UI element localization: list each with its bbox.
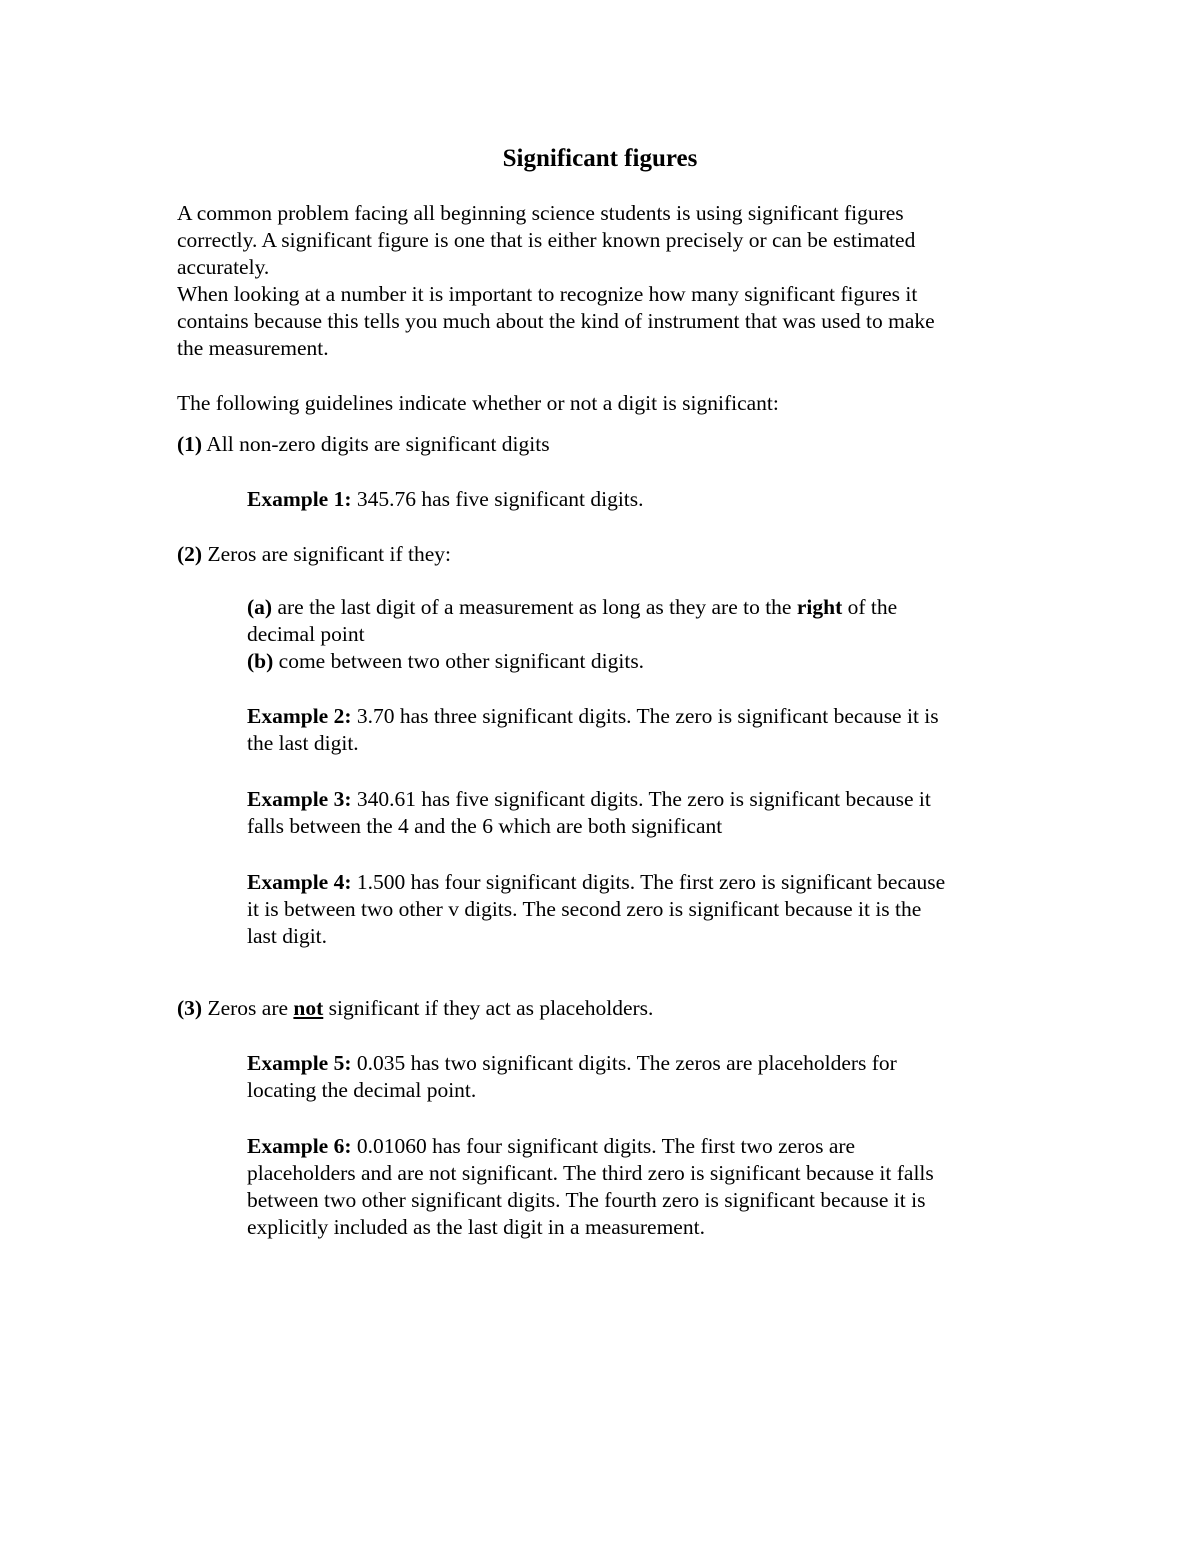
rule-2b [247,648,1025,675]
example-label: Example 4: [247,870,352,894]
intro-line: A common problem facing all beginning science students is using significant figures [177,201,904,225]
rule-text: are the last digit of a measurement as long as they are to the [272,595,797,619]
example-text: 1.500 has four significant digits. The first zero is significant because [351,870,946,894]
example-line [247,703,1025,730]
example-label: Example 2: [247,704,352,728]
rule-2a-continuation: decimal point [247,622,365,646]
example-line: it is between two other v digits. The second zero is significant because it is the [247,897,922,921]
guidelines-intro: The following guidelines indicate whether or not a digit is significant: [177,391,779,415]
example-2 [247,703,1025,757]
rule-emphasis: not [293,996,324,1020]
intro-line: correctly. A significant figure is one that is either known precisely or can be estimated [177,228,916,252]
example-line: the last digit. [247,731,359,755]
rule-2a [247,594,1025,621]
example-text: 0.01060 has four significant digits. The first two zeros are [351,1134,856,1158]
rule-3 [177,995,1027,1022]
rule-2 [177,541,1027,568]
example-1 [247,486,1025,513]
rule-2a-2b [247,594,1025,675]
rule-number: (1) [177,432,203,456]
rule-emphasis: right [796,595,843,619]
example-line: between two other significant digits. The fourth zero is significant because it is [247,1188,926,1212]
example-5 [247,1050,1025,1104]
example-label: Example 5: [247,1051,352,1075]
example-label: Example 3: [247,787,352,811]
rule-letter: (b) [247,649,274,673]
intro-line: When looking at a number it is important to recognize how many significant figures it [177,282,918,306]
rule-number: (2) [177,542,203,566]
example-line [247,1050,1025,1077]
example-label: Example 6: [247,1134,352,1158]
rule-1 [177,431,1027,458]
rule-text: of the [842,595,898,619]
example-text: 0.035 has two significant digits. The zeros are placeholders for [351,1051,897,1075]
example-line: locating the decimal point. [247,1078,477,1102]
rule-letter: (a) [247,595,273,619]
page-title: Significant figures [502,145,698,172]
rule-text: Zeros are [202,996,294,1020]
example-text: 340.61 has five significant digits. The zero is significant because it [351,787,931,811]
example-line: explicitly included as the last digit in a measurement. [247,1215,705,1239]
example-text: 3.70 has three significant digits. The zero is significant because it is [351,704,939,728]
example-6 [247,1133,1025,1241]
example-line [247,869,1025,896]
intro-line: accurately. [177,255,270,279]
example-line [247,1133,1025,1160]
rule-text: come between two other significant digits. [273,649,645,673]
intro-paragraph [177,200,1027,362]
rule-text: Zeros are significant if they: [202,542,452,566]
example-4 [247,869,1025,950]
example-3 [247,786,1025,840]
rule-number: (3) [177,996,203,1020]
intro-line: the measurement. [177,336,329,360]
rule-text: significant if they act as placeholders. [323,996,654,1020]
example-label: Example 1: [247,487,352,511]
intro-line: contains because this tells you much about the kind of instrument that was used to make [177,309,935,333]
example-line: falls between the 4 and the 6 which are both significant [247,814,723,838]
example-line [247,786,1025,813]
rule-text: All non-zero digits are significant digits [202,432,550,456]
example-line: last digit. [247,924,328,948]
example-text: 345.76 has five significant digits. [351,487,644,511]
example-line: placeholders and are not significant. The third zero is significant because it falls [247,1161,934,1185]
